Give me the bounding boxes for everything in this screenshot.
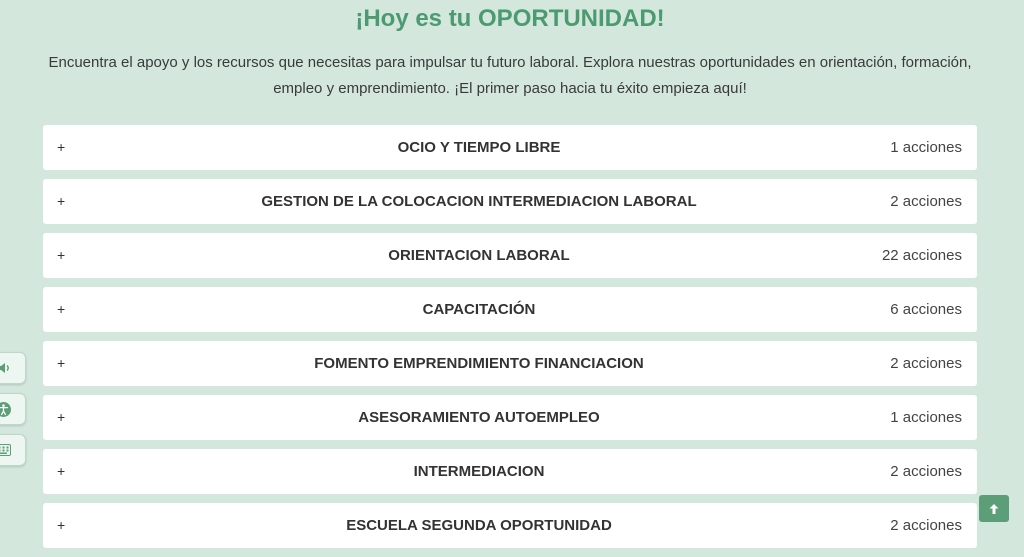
accordion-item-intermediacion[interactable]: [43, 449, 977, 494]
accordion-item-title: ESCUELA SEGUNDA OPORTUNIDAD: [346, 517, 612, 534]
accordion-item-orientacion[interactable]: [43, 233, 977, 278]
plus-icon: +: [57, 517, 66, 533]
plus-icon: +: [57, 247, 66, 263]
accessibility-person-icon: [0, 402, 11, 417]
plus-icon: +: [57, 139, 66, 155]
plus-icon: +: [57, 193, 66, 209]
arrow-up-icon: [988, 503, 1000, 515]
keyboard-button[interactable]: [0, 434, 26, 466]
plus-icon: +: [57, 301, 66, 317]
page-description: Encuentra el apoyo y los recursos que necesitas para impulsar tu futuro laboral. Explora nuestras oportunidades en orientación, formación, empleo y emprendimiento. ¡El primer paso hacia tu éxito empieza aquí!: [48, 54, 972, 97]
keyboard-icon: [0, 444, 11, 456]
accessibility-button[interactable]: [0, 393, 26, 425]
accordion-item-title: OCIO Y TIEMPO LIBRE: [397, 139, 561, 156]
accordion-item-count: 2 acciones: [890, 193, 962, 210]
accordion-item-count: 2 acciones: [890, 355, 962, 372]
plus-icon: +: [57, 355, 66, 371]
accordion-item-count: 22 acciones: [881, 247, 962, 264]
accordion-item-capacitacion[interactable]: [43, 287, 977, 332]
page-title: ¡Hoy es tu OPORTUNIDAD!: [355, 5, 665, 32]
accordion-item-count: 1 acciones: [890, 139, 962, 156]
category-accordion: [43, 125, 977, 557]
text-to-speech-button[interactable]: [0, 352, 26, 384]
accordion-item-title: INTERMEDIACION: [413, 463, 545, 480]
accordion-item-count: 2 acciones: [890, 517, 962, 534]
accordion-item-asesoramiento[interactable]: [43, 395, 977, 440]
accordion-item-count: 2 acciones: [890, 463, 962, 480]
accordion-item-title: ORIENTACION LABORAL: [388, 247, 570, 264]
speaker-icon: [0, 361, 11, 375]
scroll-to-top-button[interactable]: [979, 495, 1009, 522]
accordion-item-escuela-segunda[interactable]: [43, 503, 977, 548]
accordion-item-count: 6 acciones: [890, 301, 962, 318]
accordion-item-title: FOMENTO EMPRENDIMIENTO FINANCIACION: [314, 355, 644, 372]
accordion-item-title: GESTION DE LA COLOCACION INTERMEDIACION LABORAL: [261, 193, 697, 210]
accordion-item-title: ASESORAMIENTO AUTOEMPLEO: [358, 409, 600, 426]
accordion-item-gestion-colocacion[interactable]: [43, 179, 977, 224]
accessibility-toolbar: [0, 352, 28, 475]
accordion-item-fomento-emprendimiento[interactable]: [43, 341, 977, 386]
accordion-item-count: 1 acciones: [890, 409, 962, 426]
accordion-item-ocio[interactable]: [43, 125, 977, 170]
accordion-item-title: CAPACITACIÓN: [422, 301, 536, 318]
plus-icon: +: [57, 463, 66, 479]
plus-icon: +: [57, 409, 66, 425]
